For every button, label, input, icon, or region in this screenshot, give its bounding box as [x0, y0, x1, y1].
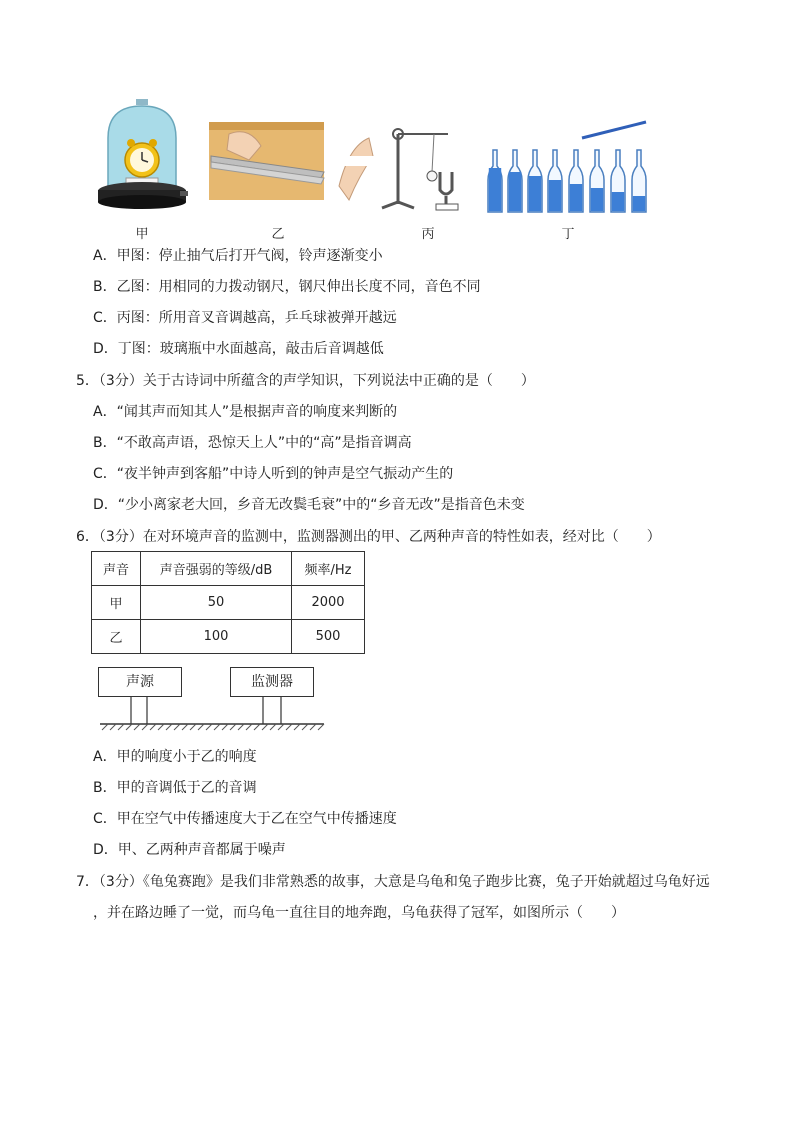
bell-jar-figure	[94, 98, 190, 212]
tuning-fork-figure	[376, 124, 466, 214]
table-cell: 50	[141, 586, 292, 620]
q6-stem: 6．（3分）在对环境声音的监测中，监测器测出的甲、乙两种声音的特性如表，经对比（ ）	[76, 529, 661, 545]
q6-option-a: A．甲的响度小于乙的响度	[93, 749, 257, 765]
steel-ruler-figure	[209, 116, 375, 210]
q4-option-a: A．甲图：停止抽气后打开气阀，铃声逐渐变小	[93, 248, 383, 264]
q5-option-d: D．“少小离家老大回，乡音无改鬓毛衰”中的“乡音无改”是指音色未变	[93, 497, 525, 513]
q4-option-b: B．乙图：用相同的力拨动钢尺，钢尺伸出长度不同，音色不同	[93, 279, 481, 295]
table-row	[92, 586, 365, 620]
table-row	[92, 620, 365, 654]
table-header-cell: 声音强弱的等级/dB	[141, 552, 292, 586]
q5-option-a: A．“闻其声而知其人”是根据声音的响度来判断的	[93, 404, 398, 420]
sound-properties-table	[91, 551, 365, 654]
sound-source-box: 声源	[98, 667, 182, 697]
table-header-row	[92, 552, 365, 586]
q4-option-d: D．丁图：玻璃瓶中水面越高，敲击后音调越低	[93, 341, 384, 357]
caption-jia: 甲	[135, 227, 149, 242]
table-cell: 500	[292, 620, 365, 654]
q5-stem: 5．（3分）关于古诗词中所蕴含的声学知识，下列说法中正确的是（ ）	[76, 373, 535, 389]
caption-ding: 丁	[561, 227, 575, 242]
monitor-box: 监测器	[230, 667, 314, 697]
caption-yi: 乙	[271, 227, 285, 242]
table-cell: 甲	[92, 586, 141, 620]
bottles-figure	[486, 118, 662, 214]
q5-option-c: C．“夜半钟声到客船”中诗人听到的钟声是空气振动产生的	[93, 466, 454, 482]
table-cell: 2000	[292, 586, 365, 620]
q6-option-b: B．甲的音调低于乙的音调	[93, 780, 257, 796]
q6-option-d: D．甲、乙两种声音都属于噪声	[93, 842, 286, 858]
table-cell: 100	[141, 620, 292, 654]
q7-stem-line2: ，并在路边睡了一觉，而乌龟一直往目的地奔跑，乌龟获得了冠军，如图所示（ ）	[93, 905, 625, 921]
q4-option-c: C．丙图：所用音叉音调越高，乒乓球被弹开越远	[93, 310, 397, 326]
table-header-cell: 声音	[92, 552, 141, 586]
ground-support-drawing	[96, 697, 328, 733]
table-cell: 乙	[92, 620, 141, 654]
q7-stem-line1: 7．（3分）《龟兔赛跑》是我们非常熟悉的故事，大意是乌龟和兔子跑步比赛，兔子开始就超过乌龟好远	[76, 874, 710, 890]
q5-option-b: B．“不敢高声语，恐惊天上人”中的“高”是指音调高	[93, 435, 412, 451]
q6-option-c: C．甲在空气中传播速度大于乙在空气中传播速度	[93, 811, 397, 827]
caption-bing: 丙	[421, 227, 435, 242]
table-header-cell: 频率/Hz	[292, 552, 365, 586]
